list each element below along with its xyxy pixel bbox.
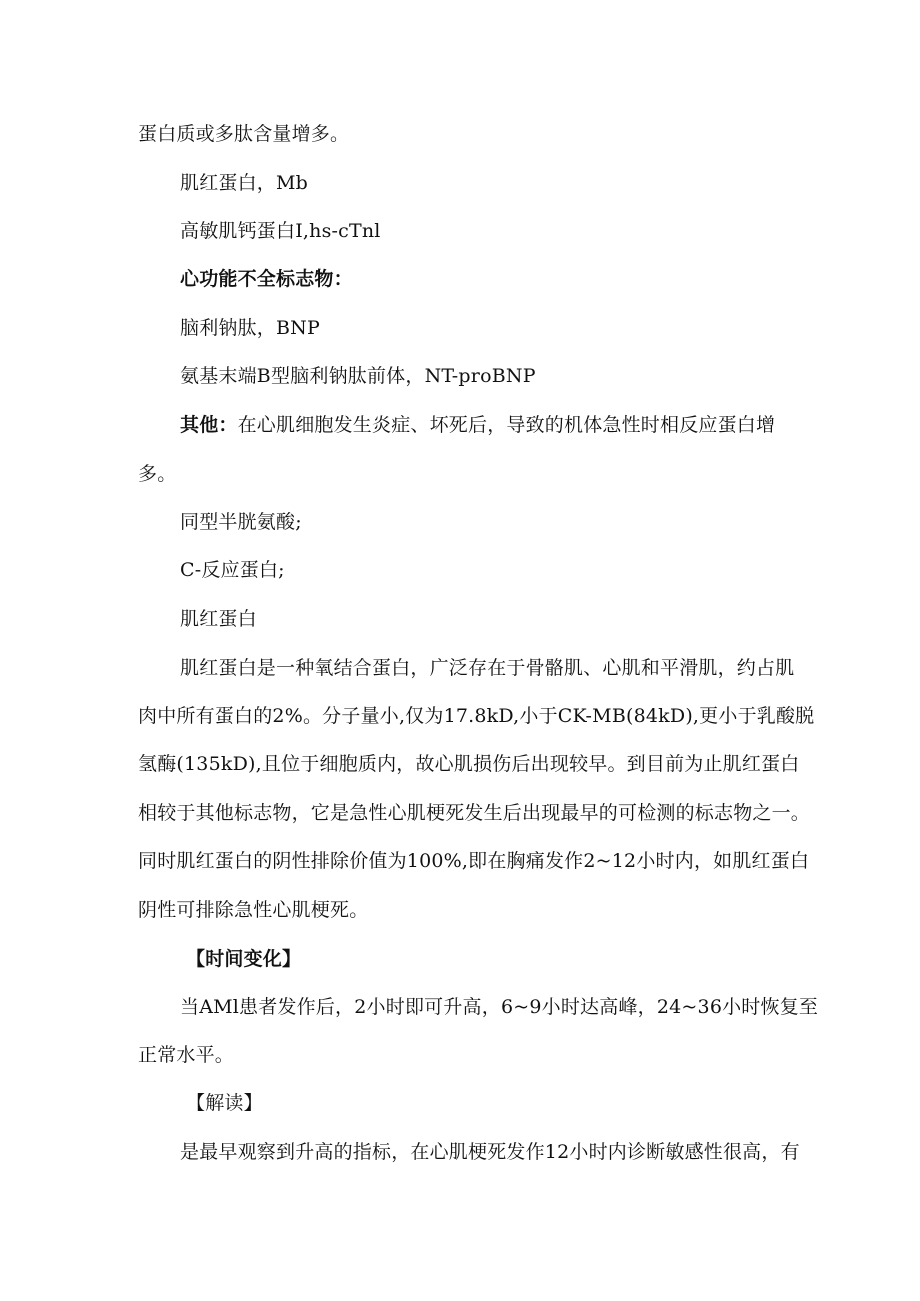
list-item [180, 509, 302, 535]
line-text: 相较于其他标志物，它是急性心肌梗死发生后出现最早的可检测的标志物之一。 [138, 802, 811, 824]
heading-text: 【时间变化】 [186, 948, 302, 970]
list-item [180, 218, 381, 244]
line-text: 在心肌细胞发生炎症、坏死后，导致的机体急性时相反应蛋白增 [237, 414, 776, 436]
paragraph-line [138, 800, 810, 826]
line-text: 蛋白质或多肽含量增多。 [138, 123, 350, 145]
list-item [180, 557, 285, 583]
line-text: 阴性可排除急性心肌梗死。 [138, 899, 369, 921]
line-text: 当AMl患者发作后，2小时即可升高，6~9小时达高峰，24~36小时恢复至 [180, 996, 819, 1018]
paragraph-line [138, 703, 814, 729]
line-text: 同型半胱氨酸; [180, 511, 302, 533]
line-text: 肌红蛋白是一种氧结合蛋白，广泛存在于骨骼肌、心肌和平滑肌，约占肌 [180, 657, 795, 679]
paragraph-line [138, 1042, 234, 1068]
list-item [180, 363, 536, 389]
line-text: 氨基末端B型脑利钠肽前体，NT-proBNP [180, 365, 536, 387]
line-text: 氢酶(135kD),且位于细胞质内，故心肌损伤后出现较早。到目前为止肌红蛋白 [138, 753, 800, 775]
line-text: 肌红蛋白 [180, 608, 257, 630]
section-heading [180, 266, 353, 292]
section-heading [186, 946, 301, 972]
line-text: 多。 [138, 463, 177, 485]
heading-text: 【解读】 [186, 1092, 263, 1114]
paragraph-line [180, 1139, 800, 1165]
inline-label: 其他： [180, 414, 238, 436]
line-text: 脑利钠肽，BNP [180, 317, 320, 339]
paragraph-line [180, 994, 818, 1020]
line-text: 肉中所有蛋白的2%。分子量小,仅为17.8kD,小于CK-MB(84kD),更小于乳酸脱 [138, 705, 815, 727]
paragraph-line [138, 121, 349, 147]
paragraph-line [180, 412, 775, 438]
paragraph-line [138, 461, 176, 487]
line-text: 同时肌红蛋白的阴性排除价值为100%,即在胸痛发作2~12小时内，如肌红蛋白 [138, 850, 810, 872]
section-heading [186, 1090, 263, 1116]
paragraph-line [138, 848, 809, 874]
list-item [180, 606, 257, 632]
heading-text: 心功能不全标志物： [180, 268, 353, 290]
line-text: C-反应蛋白; [180, 559, 285, 581]
list-item [180, 170, 308, 196]
line-text: 高敏肌钙蛋白I,hs-cTnl [180, 220, 381, 242]
paragraph-line [180, 655, 794, 681]
line-text: 是最早观察到升高的指标，在心肌梗死发作12小时内诊断敏感性很高，有 [180, 1141, 800, 1163]
line-text: 正常水平。 [138, 1044, 235, 1066]
paragraph-line [138, 751, 799, 777]
list-item [180, 315, 320, 341]
paragraph-line [138, 897, 368, 923]
line-text: 肌红蛋白，Mb [180, 172, 309, 194]
